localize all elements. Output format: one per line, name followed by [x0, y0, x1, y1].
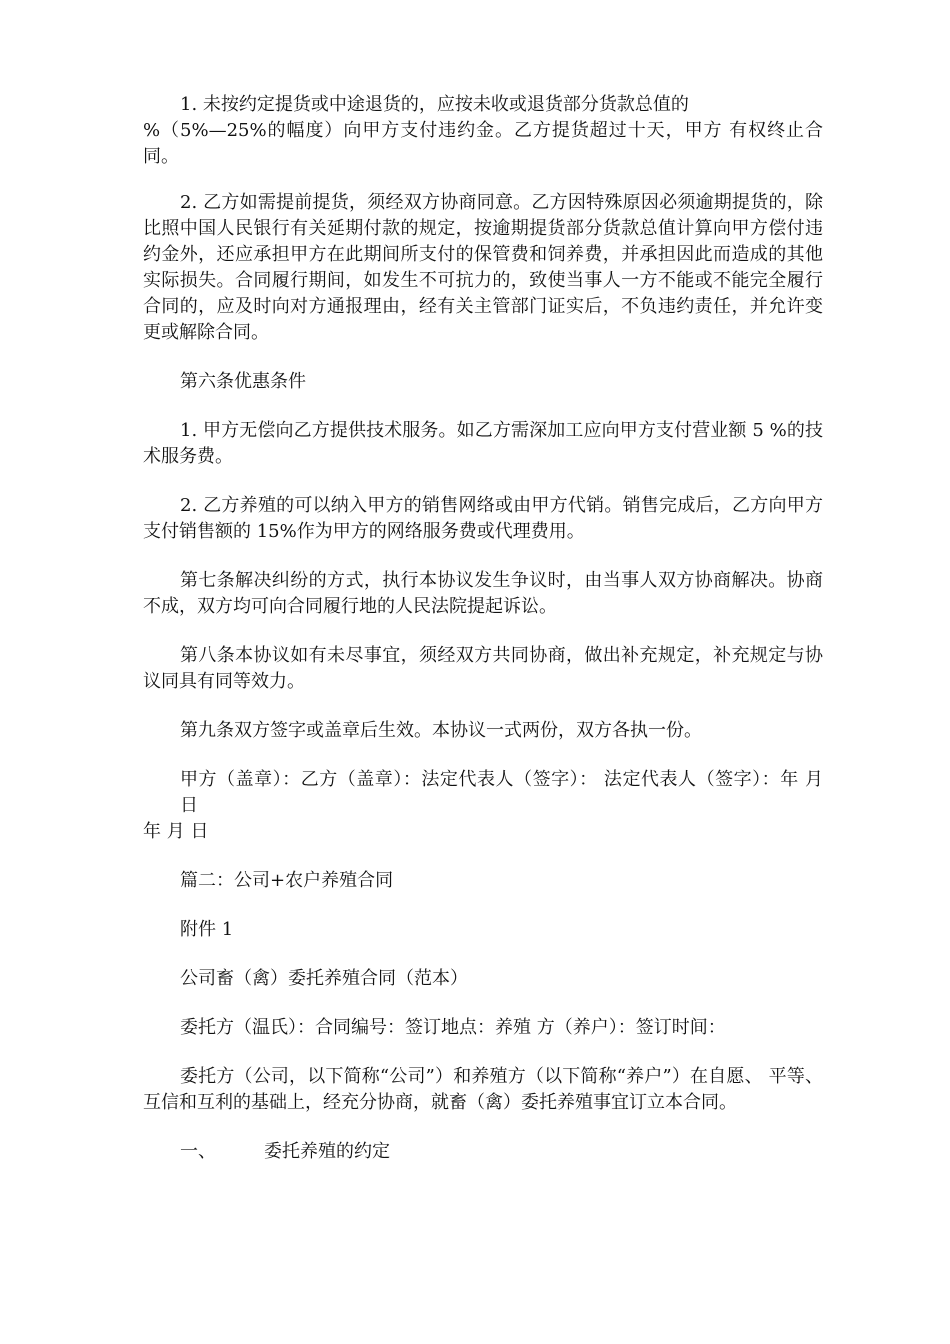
- article-6-item-2: 2. 乙方养殖的可以纳入甲方的销售网络或由甲方代销。销售完成后，乙方向甲方支付销售额的 15%作为甲方的网络服务费或代理费用。: [143, 495, 823, 542]
- section-1-number: 一、: [180, 1141, 216, 1162]
- contract-title: 公司畜（禽）委托养殖合同（范本）: [180, 968, 468, 989]
- clause-penalty-line-1: 1. 未按约定提货或中途退货的，应按未收或退货部分货款总值的: [180, 94, 689, 115]
- document-page: [143, 92, 823, 1165]
- clause-early-pickup-paragraph: 2. 乙方如需提前提货，须经双方协商同意。乙方因特殊原因必须逾期提货的，除比照中国人民银行有关延期付款的规定，按逾期提货部分货款总值计算向甲方偿付违约金外，还应承担甲方在此期间所支付的保管费和饲养费，并承担因此而造成的其他实际损失。合同履行期间，如发生不可抗力的，致使当事人一方不能或不能完全履行合同的，应及时向对方通报理由，经有关主管部门证实后，不负违约责任，并允许变更或解除合同。: [143, 192, 823, 343]
- article-6-title: 第六条优惠条件: [180, 371, 306, 392]
- article-7-paragraph: 第七条解决纠纷的方式，执行本协议发生争议时，由当事人双方协商解决。协商不成，双方均可向合同履行地的人民法院提起诉讼。: [143, 570, 823, 617]
- parties-line: 委托方（温氏）：合同编号：签订地点：养殖 方（养户）：签订时间：: [180, 1017, 726, 1038]
- article-8-paragraph: 第八条本协议如有未尽事宜，须经双方共同协商，做出补充规定，补充规定与协议同具有同等效力。: [143, 645, 823, 692]
- signature-block: [143, 767, 823, 845]
- preamble-paragraph: 委托方（公司，以下简称“公司”）和养殖方（以下简称“养户”）在自愿、 平等、互信和互利的基础上，经充分协商，就畜（禽）委托养殖事宜订立本合同。: [143, 1066, 823, 1113]
- part-2-title: 篇二：公司+农户养殖合同: [180, 870, 394, 891]
- signature-line-1: 甲方（盖章）：乙方（盖章）：法定代表人（签字）： 法定代表人（签字）：年 月 日: [180, 769, 823, 816]
- clause-penalty-paragraph: [143, 92, 823, 170]
- article-6-item-1: 1. 甲方无偿向乙方提供技术服务。如乙方需深加工应向甲方支付营业额 5 %的技术服务费。: [143, 420, 823, 467]
- section-1-heading: [143, 1139, 823, 1165]
- attachment-label: 附件 1: [180, 919, 234, 940]
- section-1-title: 委托养殖的约定: [264, 1141, 390, 1162]
- signature-line-2: 年 月 日: [143, 821, 209, 842]
- article-9-paragraph: 第九条双方签字或盖章后生效。本协议一式两份，双方各执一份。: [180, 720, 702, 741]
- clause-penalty-line-2: %（5%—25%的幅度）向甲方支付违约金。乙方提货超过十天，甲方 有权终止合同。: [143, 120, 823, 167]
